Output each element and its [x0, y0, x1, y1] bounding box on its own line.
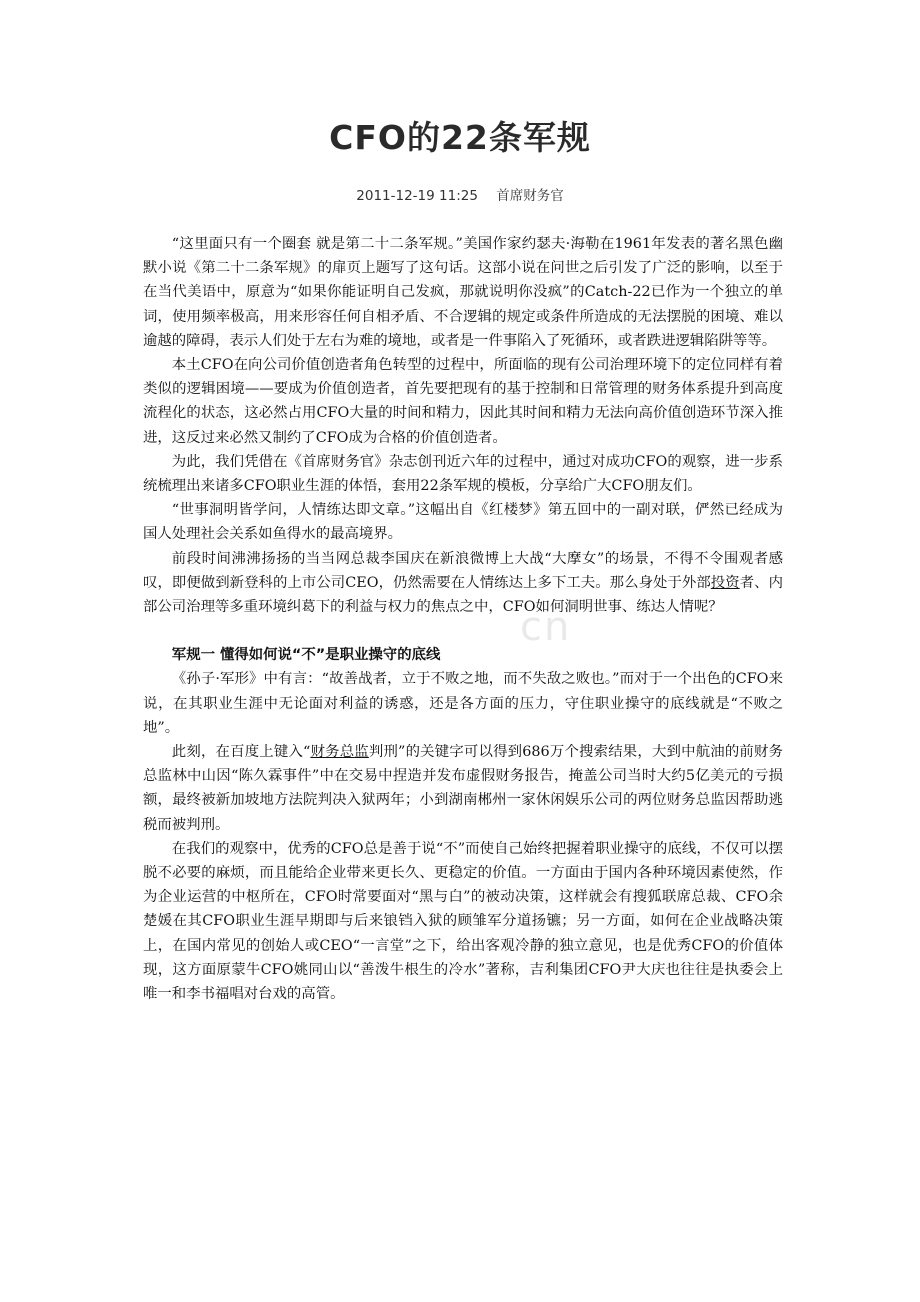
watermark: cn	[520, 604, 572, 650]
paragraph-2: 本土CFO在向公司价值创造者角色转型的过程中，所面临的现有公司治理环境下的定位同样有着类似的逻辑困境——要成为价值创造者，首先要把现有的基于控制和日常管理的财务体系提升到高度流程化的状态，这必然占用CFO大量的时间和精力，因此其时间和精力无法向高价值创造环节深入推进，这反过来必然又制约了CFO成为合格的价值创造者。	[143, 357, 783, 446]
paragraph-7-text-b: 判刑”的关键字可以得到686万个搜索结果，大到中航油的前财务总监林中山因“陈久霖事件”中在交易中捏造并发布虚假财务报告，掩盖公司当时大约5亿美元的亏损额，最终被新加坡地方法院判决入狱两年；小到湖南郴州一家休闲娱乐公司的两位财务总监因帮助逃税而被判刑。	[143, 744, 783, 833]
paragraph-5-text-a: 前段时间沸沸扬扬的当当网总裁李国庆在新浪微博上大战“大摩女”的场景，不得不令围观者感叹，即便做到新登科的上市公司CEO，仍然需要在人情练达上多下工夫。那么身处于外部	[143, 550, 783, 591]
paragraph-1: “这里面只有一个圈套 就是第二十二条军规。”美国作家约瑟夫·海勒在1961年发表的著名黑色幽默小说《第二十二条军规》的扉页上题写了这句话。这部小说在问世之后引发了广泛的影响，以至于在当代美语中，原意为“如果你能证明自己发疯，那就说明你没疯”的Catch-22已作为一个独立的单词，使用频率极高，用来形容任何自相矛盾、不合逻辑的规定或条件所造成的无法摆脱的困境、难以逾越的障碍，表示人们处于左右为难的境地，或者是一件事陷入了死循环，或者跌进逻辑陷阱等等。	[143, 236, 783, 349]
document-title: CFO的22条军规	[329, 118, 591, 157]
paragraph-8: 在我们的观察中，优秀的CFO总是善于说“不”而使自己始终把握着职业操守的底线，不仅可以摆脱不必要的麻烦，而且能给企业带来更长久、更稳定的价值。一方面由于国内各种环境因素使然，作为企业运营的中枢所在，CFO时常要面对“黑与白”的被动决策，这样就会有搜狐联席总裁、CFO余楚媛在其CFO职业生涯早期即与后来锒铛入狱的顾雏军分道扬镳；另一方面，如何在企业战略决策上，在国内常见的创始人或CEO“一言堂”之下，给出客观冷静的独立意见，也是优秀CFO的价值体现，这方面原蒙牛CFO姚同山以“善泼牛根生的冷水”著称，吉利集团CFO尹大庆也往往是执委会上唯一和李书福唱对台戏的高管。	[143, 840, 783, 1003]
paragraph-6: 《孙子·军形》中有言：“故善战者，立于不败之地，而不失敌之败也。”而对于一个出色的CFO来说，在其职业生涯中无论面对利益的诱惑，还是各方面的压力，守住职业操守的底线就是“不败之地”。	[143, 671, 783, 736]
paragraph-5	[143, 547, 783, 620]
paragraph-7	[143, 740, 783, 837]
investment-link[interactable]: 投资	[710, 574, 740, 591]
article-meta	[0, 184, 920, 204]
paragraph-4: “世事洞明皆学问，人情练达即文章。”这幅出自《红楼梦》第五回中的一副对联，俨然已经成为国人处理社会关系如鱼得水的最高境界。	[143, 502, 783, 543]
publish-date: 2011-12-19 11:25	[356, 188, 478, 204]
paragraph-7-text-a: 此刻，在百度上键入“	[171, 744, 311, 761]
article-body	[143, 232, 783, 1006]
section-heading-rule-1: 军规一 懂得如何说“不”是职业操守的底线	[171, 647, 441, 664]
finance-director-link[interactable]: 财务总监	[310, 744, 369, 761]
source-label: 首席财务官	[496, 188, 564, 204]
paragraph-5-text-b: 者、内部公司治理等多重环境纠葛下的利益与权力的焦点之中，CFO如何洞明世事、练达人情呢？	[143, 574, 783, 616]
paragraph-3: 为此，我们凭借在《首席财务官》杂志创刊近六年的过程中，通过对成功CFO的观察，进一步系统梳理出来诸多CFO职业生涯的体悟，套用22条军规的模板，分享给广大CFO朋友们。	[143, 453, 783, 495]
section-spacer	[143, 619, 783, 643]
